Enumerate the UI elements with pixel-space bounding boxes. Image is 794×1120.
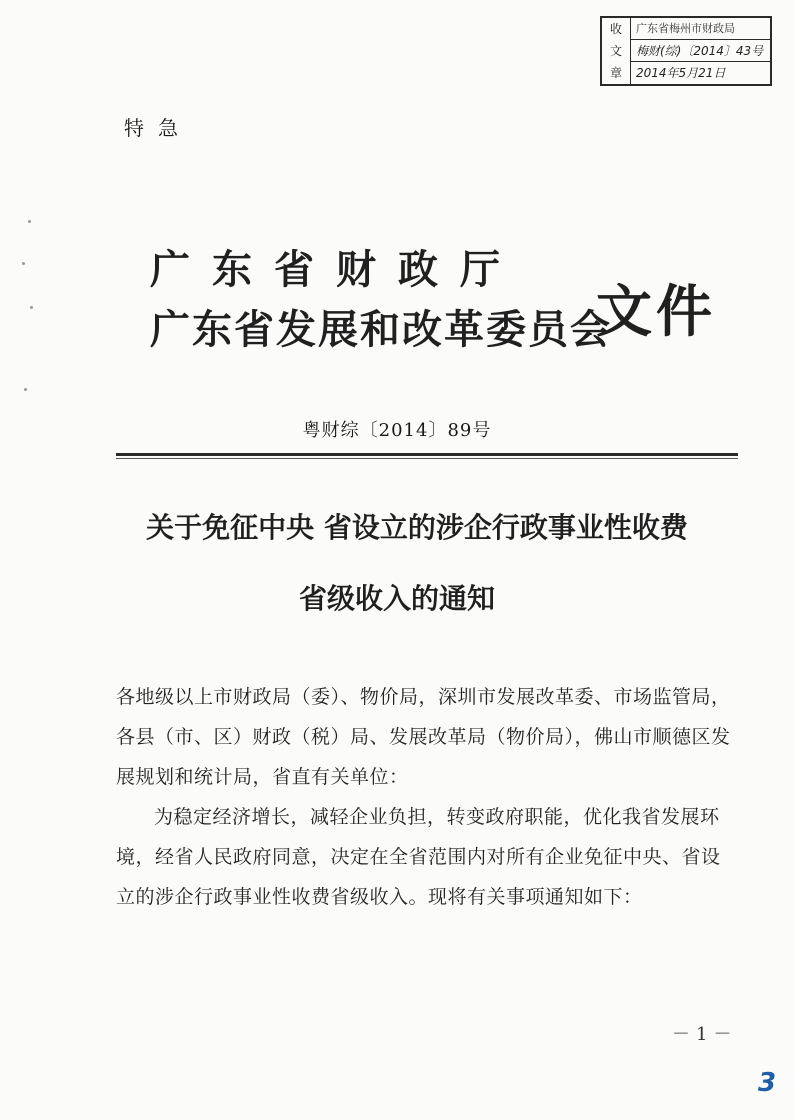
stamp-date: 2014年5月21日 [636, 66, 726, 80]
header-rule [116, 453, 738, 456]
stamp-side-char: 收 [609, 22, 622, 36]
document-suffix: 文件 [596, 279, 716, 345]
document-title-line-1: 关于免征中央 省设立的涉企行政事业性收费 [146, 511, 688, 544]
header-rule-thin [116, 458, 738, 459]
issuer-line-2: 广东省发展和改革委员会 [150, 306, 612, 353]
stamp-unit: 广东省梅州市财政局 [630, 18, 770, 40]
body-paragraph: 为稳定经济增长，减轻企业负担，转变政府职能，优化我省发展环境，经省人民政府同意，决定在全省范围内对所有企业免征中央、省设立的涉企行政事业性收费省级收入。现将有关事项通知如下： [116, 806, 721, 908]
page-number: －1－ [672, 1024, 738, 1045]
corner-mark: 3 [758, 1068, 777, 1098]
stamp-side-char: 文 [609, 44, 622, 58]
document-number: 粤财综〔2014〕89号 [302, 420, 492, 441]
addressee-paragraph: 各地级以上市财政局（委）、物价局，深圳市发展改革委、市场监管局，各县（市、区）财政（税）局、发展改革局（物价局），佛山市顺德区发展规划和统计局，省直有关单位： [116, 686, 731, 788]
stamp-side-label [602, 18, 631, 84]
urgency-label: 特急 [124, 116, 192, 140]
scan-speck [22, 262, 25, 265]
document-title-line-2: 省级收入的通知 [298, 582, 495, 615]
stamp-file-number: 梅财(综)〔2014〕43号 [630, 40, 770, 62]
scan-speck [30, 306, 33, 309]
scan-speck [24, 388, 27, 391]
stamp-side-char: 章 [609, 66, 622, 80]
receipt-stamp [600, 16, 772, 86]
scan-speck [28, 220, 31, 223]
issuer-line-1: 广东省财政厅 [150, 246, 522, 293]
